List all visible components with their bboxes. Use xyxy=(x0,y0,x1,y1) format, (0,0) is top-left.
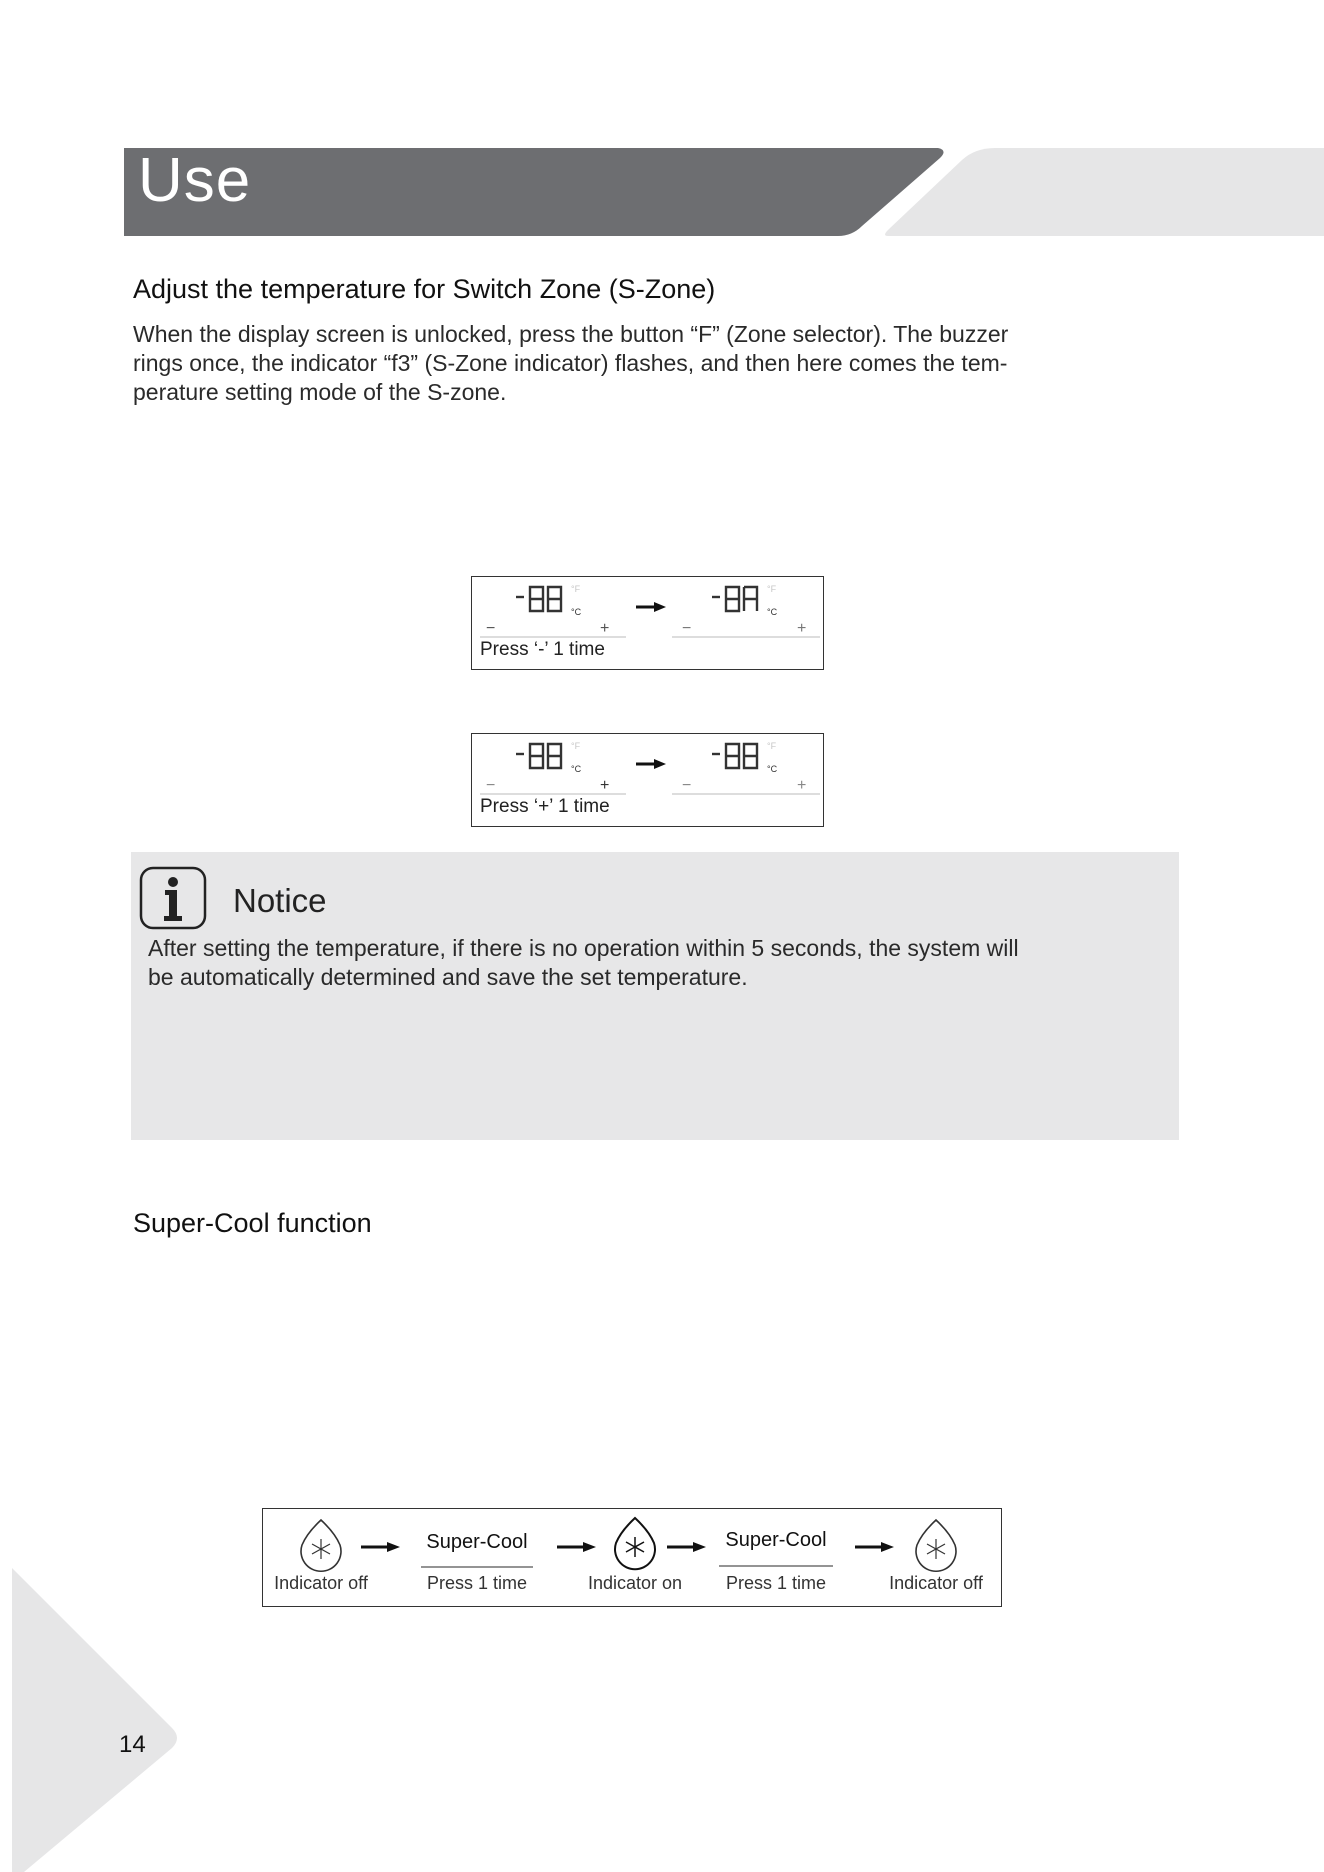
unit-f-label: °F xyxy=(571,584,581,594)
super-cool-flow-diagram xyxy=(262,1508,1002,1607)
unit-c-label: °C xyxy=(571,607,582,617)
s-zone-description xyxy=(133,320,1153,407)
plus-sign: + xyxy=(797,620,807,637)
arrow-right-icon xyxy=(557,1542,596,1552)
arrow-right-icon xyxy=(667,1542,706,1552)
flow-state-label: Indicator on xyxy=(587,1573,683,1593)
unit-f-label: °F xyxy=(767,584,777,594)
notice-box xyxy=(131,852,1179,1140)
lcd-display-after xyxy=(712,587,757,611)
text-line: perature setting mode of the S-zone. xyxy=(133,379,507,405)
flow-state-label: Indicator off xyxy=(889,1573,983,1593)
lcd-display-before xyxy=(516,744,561,768)
lcd-caption: Press ‘-’ 1 time xyxy=(480,639,605,660)
arrow-right-icon xyxy=(855,1542,894,1552)
text-line: be automatically determined and save the set temperature. xyxy=(148,964,748,990)
notice-title: Notice xyxy=(233,882,327,919)
minus-sign: − xyxy=(486,620,496,637)
snowflake-drop-icon xyxy=(916,1520,956,1571)
flow-step-title: Super-Cool xyxy=(426,1531,528,1553)
header-banner xyxy=(0,0,1324,260)
plus-sign: + xyxy=(600,777,610,794)
flow-step-action: Press 1 time xyxy=(725,1573,827,1593)
arrow-right-icon xyxy=(361,1542,400,1552)
footer-corner-decoration xyxy=(0,1560,200,1872)
unit-c-label: °C xyxy=(767,764,778,774)
unit-f-label: °F xyxy=(571,741,581,751)
lcd-display-before xyxy=(516,587,561,611)
arrow-right-icon xyxy=(636,602,666,612)
text-line: rings once, the indicator “f3” (S-Zone indicator) flashes, and then here comes the tem- xyxy=(133,350,1008,376)
section-heading-s-zone: Adjust the temperature for Switch Zone (S-Zone) xyxy=(133,274,716,304)
page-title: Use xyxy=(138,146,252,215)
flow-state-label: Indicator off xyxy=(274,1573,368,1593)
minus-sign: − xyxy=(486,777,496,794)
unit-c-label: °C xyxy=(571,764,582,774)
page-number: 14 xyxy=(119,1731,146,1758)
snowflake-drop-icon xyxy=(301,1520,341,1571)
minus-sign: − xyxy=(682,620,692,637)
arrow-right-icon xyxy=(636,759,666,769)
notice-text xyxy=(148,934,1168,992)
unit-f-label: °F xyxy=(767,741,777,751)
info-icon xyxy=(139,866,209,932)
lcd-caption: Press ‘+’ 1 time xyxy=(480,796,610,817)
section-heading-super-cool: Super-Cool function xyxy=(133,1208,372,1238)
text-line: After setting the temperature, if there is no operation within 5 seconds, the system will xyxy=(148,935,1019,961)
lcd-display-after xyxy=(712,744,757,768)
snowflake-drop-icon xyxy=(615,1518,655,1569)
text-line: When the display screen is unlocked, press the button “F” (Zone selector). The buzzer xyxy=(133,321,1009,347)
plus-sign: + xyxy=(797,777,807,794)
flow-step-title: Super-Cool xyxy=(725,1529,827,1551)
plus-sign: + xyxy=(600,620,610,637)
lcd-panel-plus xyxy=(471,733,824,827)
lcd-panel-minus xyxy=(471,576,824,670)
flow-step-action: Press 1 time xyxy=(426,1573,528,1593)
minus-sign: − xyxy=(682,777,692,794)
unit-c-label: °C xyxy=(767,607,778,617)
